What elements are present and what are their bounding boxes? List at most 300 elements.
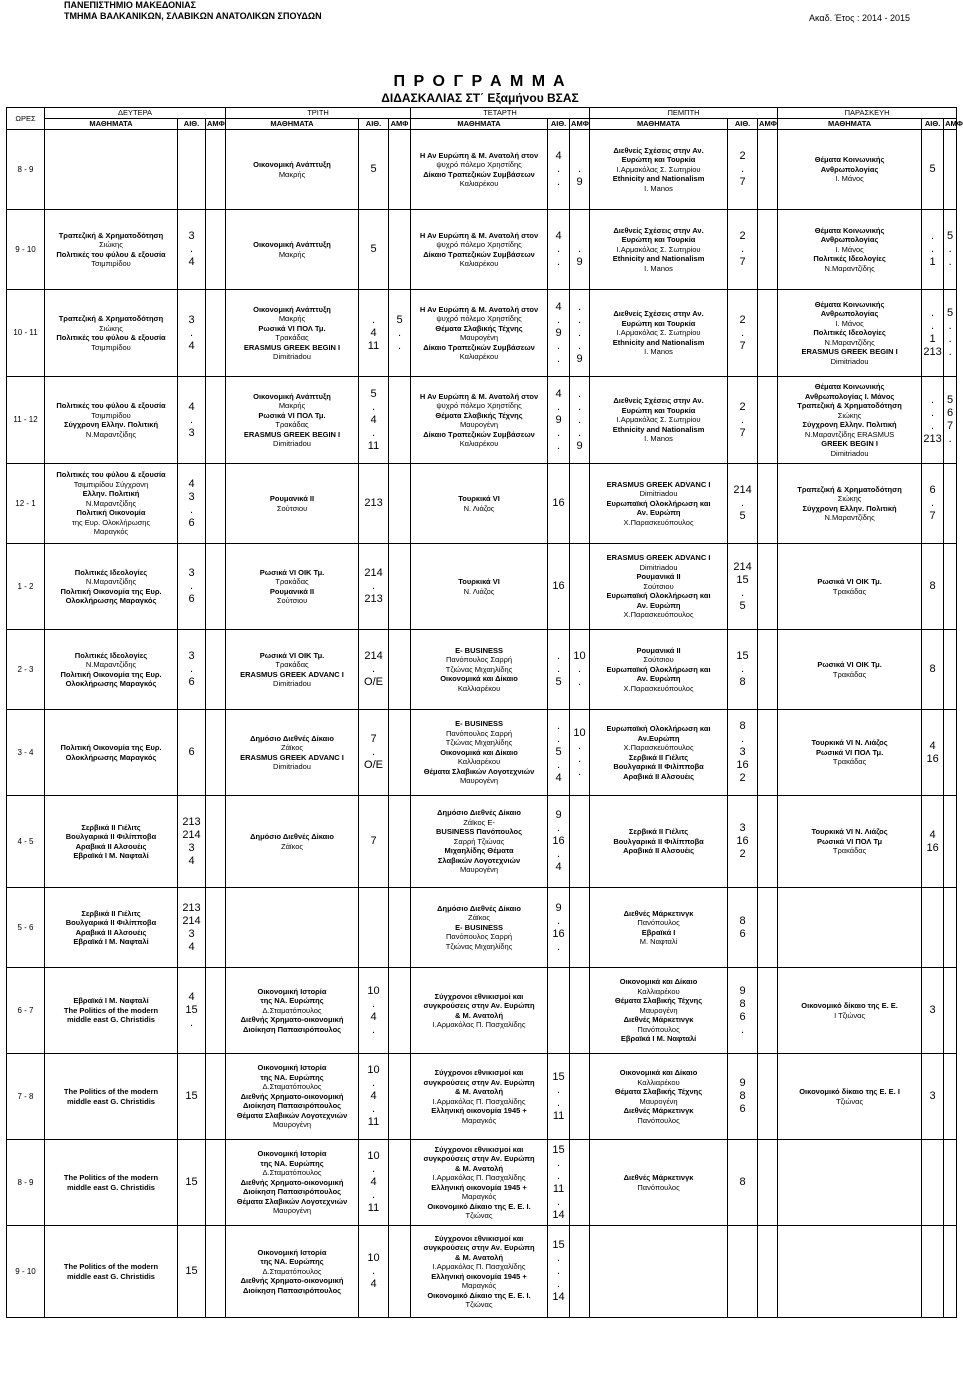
course-cell bbox=[226, 888, 359, 968]
r2-d4-amph-line-2: . bbox=[948, 333, 952, 345]
r6-d2-room-line-2: 5 bbox=[555, 676, 562, 688]
time-slot: 9 - 10 bbox=[7, 1226, 45, 1318]
r1-d0-room-line-2: 4 bbox=[188, 256, 195, 268]
amph-cell bbox=[570, 1226, 590, 1318]
r4-d0-amph-line-0 bbox=[207, 497, 224, 510]
time-slot: 8 - 9 bbox=[7, 1140, 45, 1226]
r8-d1-course-line-1: Ζάϊκος bbox=[281, 841, 304, 851]
course-cell bbox=[45, 630, 178, 710]
r7-d4-course-line-0: Τουρκικά VI Ν. Λιάζος bbox=[811, 738, 888, 748]
r11-d3-room-line-1: 8 bbox=[739, 1090, 746, 1102]
course-cell bbox=[411, 888, 548, 968]
r5-d1-room-line-2: 213 bbox=[364, 593, 383, 605]
r2-d1-room-line-0: . bbox=[371, 313, 376, 326]
r13-d3-room-line-0 bbox=[729, 1265, 756, 1278]
r5-d0-course-line-2: Πολιτική Οικονομία της Ευρ. bbox=[60, 586, 162, 596]
course-cell bbox=[590, 544, 728, 630]
amph-cell bbox=[944, 1054, 957, 1140]
r4-d0-room-line-0: 4 bbox=[188, 477, 195, 490]
r6-d0-room-line-2: 6 bbox=[188, 676, 195, 688]
schedule-row bbox=[7, 544, 957, 630]
amph-cell bbox=[206, 630, 226, 710]
room-cell bbox=[359, 1054, 389, 1140]
r12-d1-course-line-3: Διεθνής Χρηματο-οικονομική bbox=[240, 1177, 344, 1187]
room-cell bbox=[922, 796, 944, 888]
r7-d3-course-line-1: Αν.Ευρώπη bbox=[637, 733, 680, 743]
course-cell bbox=[45, 377, 178, 464]
r3-d4-course-line-3: Σιώκης bbox=[837, 410, 862, 420]
r5-d1-room-line-0: 214 bbox=[364, 567, 383, 579]
r4-d0-room-line-2: . bbox=[189, 503, 194, 516]
r3-d4-course-line-0: Θέματα Κοινωνικής bbox=[814, 382, 885, 391]
r4-d4-course-line-1: Σιώκης bbox=[837, 494, 862, 503]
room-cell bbox=[548, 710, 570, 796]
r6-d3-room-line-2: 8 bbox=[739, 676, 746, 688]
amph-cell bbox=[758, 464, 778, 544]
r13-d2-course-line-0: Σύγχρονοι εθνικισμοί και bbox=[434, 1233, 524, 1243]
r3-d4-amph-line-0: 5 bbox=[947, 394, 954, 406]
amph-cell bbox=[944, 630, 957, 710]
r1-d4-amph-line-1: . bbox=[948, 243, 952, 255]
r7-d1-course-line-0: Δημόσιο Διεθνές Δίκαιο bbox=[250, 733, 334, 743]
r2-d2-room-line-3: . bbox=[557, 339, 561, 352]
course-cell bbox=[778, 464, 922, 544]
r4-d3-course-line-4: Χ.Παρασκευόπουλος bbox=[623, 517, 694, 527]
r3-d2-course-line-3: Μαυρογένη bbox=[459, 420, 499, 429]
amph-cell bbox=[758, 377, 778, 464]
r3-d2-amph-line-3: . bbox=[578, 426, 582, 439]
r6-d4-room-line-0: 8 bbox=[929, 663, 936, 675]
r10-d1-room-line-3: . bbox=[371, 1023, 376, 1036]
r5-d2-course-line-1: Ν. Λιάζος bbox=[463, 586, 495, 596]
r3-d1-room-line-4: 11 bbox=[367, 439, 380, 452]
schedule-row bbox=[7, 888, 957, 968]
course-cell bbox=[45, 1226, 178, 1318]
r6-d4-course-line-0: Ρωσικά VI ΟΙΚ Τμ. bbox=[817, 660, 882, 669]
r1-d2-course-line-2: Δίκαιο Τραπεζικών Συμβάσεων bbox=[423, 249, 535, 259]
subheader-3-2: ΑΜΦ bbox=[759, 119, 777, 129]
amph-cell bbox=[206, 210, 226, 290]
r11-d0-room-line-0: 15 bbox=[185, 1090, 198, 1102]
r8-d2-course-line-2: BUSINESS Πανόπουλος bbox=[436, 827, 523, 837]
course-cell bbox=[778, 130, 922, 210]
course-cell bbox=[45, 796, 178, 888]
r2-d4-room-line-1: . bbox=[931, 320, 935, 332]
course-cell bbox=[778, 630, 922, 710]
r4-d2-amph-line-0 bbox=[571, 497, 588, 510]
r13-d1-course-line-0: Οικονομική Ιστορία bbox=[257, 1247, 327, 1257]
amph-cell bbox=[570, 968, 590, 1054]
r2-d3-course-line-3: Ethnicity and Nationalism bbox=[612, 337, 705, 347]
course-cell bbox=[778, 290, 922, 377]
institution-header bbox=[64, 0, 322, 22]
r5-d1-amph-line-0 bbox=[390, 580, 409, 593]
r13-d2-course-line-7: Τζιώνας bbox=[465, 1300, 493, 1309]
r5-d1-room-line-1: . bbox=[371, 580, 376, 592]
r2-d1-amph-line-1: . bbox=[397, 326, 402, 339]
amph-cell bbox=[758, 1140, 778, 1226]
course-cell bbox=[778, 796, 922, 888]
r11-d2-course-line-5: Μαραγκός bbox=[461, 1115, 497, 1125]
r12-d2-amph-line-0 bbox=[571, 1176, 588, 1189]
amph-cell bbox=[758, 630, 778, 710]
r10-d4-amph-line-0 bbox=[945, 1004, 955, 1017]
r1-d3-amph-line-0 bbox=[759, 243, 776, 256]
r0-d4-course-line-1: Ανθρωπολογίας bbox=[820, 164, 879, 174]
course-cell bbox=[226, 290, 359, 377]
r9-d3-room-line-1: 6 bbox=[739, 927, 746, 940]
r2-d1-amph-line-2: . bbox=[397, 339, 402, 352]
r7-d2-amph-line-1: . bbox=[578, 739, 582, 752]
room-cell bbox=[728, 1226, 758, 1318]
r10-d1-course-line-0: Οικονομική Ιστορία bbox=[257, 986, 327, 996]
r9-d2-amph-line-0 bbox=[571, 921, 588, 934]
r3-d4-course-line-7: Dimitriadou bbox=[830, 448, 869, 458]
r3-d4-course-line-6: GREEK BEGIN I bbox=[821, 439, 878, 448]
r8-d1-course-line-0: Δημόσιο Διεθνές Δίκαιο bbox=[250, 832, 334, 841]
day-header-0: ΔΕΥΤΕΡΑ bbox=[45, 108, 226, 119]
course-cell bbox=[226, 544, 359, 630]
r8-d2-course-line-0: Δημόσιο Διεθνές Δίκαιο bbox=[437, 808, 521, 818]
course-cell bbox=[778, 968, 922, 1054]
room-cell bbox=[359, 544, 389, 630]
r12-d1-room-line-1: . bbox=[371, 1163, 376, 1175]
r6-d1-amph-line-0 bbox=[390, 663, 409, 676]
r2-d4-course-line-0: Θέματα Κοινωνικής bbox=[814, 299, 885, 309]
r8-d0-room-line-1: 214 bbox=[182, 828, 201, 841]
r3-d1-course-line-4: ERASMUS GREEK BEGIN I bbox=[243, 429, 341, 439]
amph-cell bbox=[570, 464, 590, 544]
course-cell bbox=[226, 130, 359, 210]
r4-d4-course-line-3: Ν.Μαραντζίδης bbox=[824, 513, 875, 522]
r12-d1-course-line-1: της ΝΑ. Ευρώπης bbox=[260, 1158, 324, 1168]
r10-d3-course-line-6: Εβραϊκά Ι Μ. Ναφταλί bbox=[620, 1034, 697, 1044]
r6-d2-room-line-1: . bbox=[557, 663, 561, 675]
r10-d1-amph-line-0 bbox=[390, 1004, 409, 1017]
r2-d2-amph-line-4: 9 bbox=[576, 352, 583, 365]
r3-d1-room-line-0: 5 bbox=[370, 387, 377, 400]
r3-d0-room-line-1: . bbox=[189, 413, 194, 426]
r7-d2-course-line-4: Καλλιαρέκου bbox=[457, 757, 501, 767]
subheader-4-2: ΑΜΦ bbox=[945, 119, 963, 129]
r11-d2-room-line-2: . bbox=[557, 1096, 561, 1109]
room-cell bbox=[548, 544, 570, 630]
amph-cell bbox=[570, 796, 590, 888]
r6-d0-course-line-3: Ολοκλήρωσης Μαραγκός bbox=[65, 679, 157, 688]
r1-d1-course-line-1: Μακρής bbox=[278, 249, 306, 259]
r4-d0-course-line-4: Πολιτική Οικονομία bbox=[76, 508, 146, 518]
r12-d0-course-line-1: middle east G. Christidis bbox=[67, 1182, 155, 1192]
r13-d1-course-line-3: Διεθνής Χρηματο-οικονομική bbox=[240, 1276, 344, 1286]
r8-d3-course-line-0: Σερβικά ΙΙ Γιέλιτς bbox=[628, 827, 689, 837]
r7-d1-course-line-3: Dimitriadou bbox=[273, 762, 311, 771]
r7-d3-course-line-3: Σερβικά ΙΙ Γιέλιτς bbox=[628, 752, 689, 762]
r9-d0-room-line-3: 4 bbox=[188, 940, 195, 953]
r5-d0-amph-line-0 bbox=[207, 580, 224, 593]
r13-d2-course-line-3: Ι.Αρμακόλας Π. Πασχαλίδης bbox=[432, 1262, 526, 1271]
r7-d1-amph-line-0 bbox=[390, 746, 409, 759]
r11-d2-course-line-3: Ι.Αρμακόλας Π. Πασχαλίδης bbox=[432, 1096, 526, 1106]
room-cell bbox=[548, 1140, 570, 1226]
amph-cell bbox=[758, 544, 778, 630]
r1-d3-course-line-2: Ι.Αρμακόλας Σ. Σωτηρίου bbox=[616, 244, 701, 254]
r10-d2-amph-line-0 bbox=[571, 1004, 588, 1017]
r3-d4-course-line-1: Ανθρωπολογίας Ι. Μάνος bbox=[804, 391, 895, 401]
r2-d2-course-line-5: Καλιαρέκου bbox=[459, 352, 499, 361]
schedule-row bbox=[7, 968, 957, 1054]
r1-d4-room-line-1: . bbox=[931, 243, 935, 255]
time-slot: 5 - 6 bbox=[7, 888, 45, 968]
amph-cell bbox=[389, 464, 411, 544]
room-cell bbox=[359, 630, 389, 710]
time-slot: 6 - 7 bbox=[7, 968, 45, 1054]
r10-d0-room-line-1: 15 bbox=[185, 1004, 198, 1016]
r9-d2-room-line-1: . bbox=[557, 914, 561, 927]
r11-d2-room-line-1: . bbox=[557, 1083, 561, 1096]
r1-d1-amph-line-0 bbox=[390, 243, 409, 256]
r12-d1-room-line-3: . bbox=[371, 1189, 376, 1201]
room-cell bbox=[359, 796, 389, 888]
r1-d4-room-line-0: . bbox=[931, 230, 935, 242]
r9-d2-course-line-0: Δημόσιο Διεθνές Δίκαιο bbox=[437, 903, 521, 913]
room-cell bbox=[178, 544, 206, 630]
r0-d2-amph-line-0 bbox=[571, 150, 588, 163]
r6-d3-amph-line-0 bbox=[759, 663, 776, 676]
r12-d2-course-line-4: Ελληνική οικονομία 1945 + bbox=[431, 1182, 527, 1192]
r6-d2-course-line-4: Καλλιαρέκου bbox=[457, 683, 501, 693]
r8-d4-room-line-1: 16 bbox=[926, 841, 939, 854]
r8-d1-room-line-0: 7 bbox=[370, 835, 377, 847]
room-cell bbox=[728, 888, 758, 968]
r11-d1-course-line-5: Θέματα Σλαβικών Λογοτεχνιών bbox=[236, 1110, 348, 1120]
r2-d2-amph-line-0: . bbox=[578, 300, 582, 313]
r13-d3-course-line-0 bbox=[591, 1267, 726, 1277]
r2-d2-course-line-4: Δίκαιο Τραπεζικών Συμβάσεων bbox=[423, 342, 535, 352]
amph-cell bbox=[206, 1226, 226, 1318]
time-slot: 3 - 4 bbox=[7, 710, 45, 796]
r2-d0-amph-line-0 bbox=[207, 327, 224, 340]
r7-d3-room-line-2: 3 bbox=[739, 746, 746, 758]
r2-d4-amph-line-0: 5 bbox=[947, 307, 954, 319]
r2-d1-course-line-4: ERASMUS GREEK BEGIN I bbox=[243, 342, 341, 352]
amph-cell bbox=[570, 710, 590, 796]
r12-d1-room-line-0: 10 bbox=[367, 1150, 380, 1162]
r6-d1-room-line-0: 214 bbox=[364, 650, 383, 662]
r1-d2-amph-line-1: . bbox=[578, 243, 582, 255]
room-cell bbox=[922, 290, 944, 377]
r11-d1-course-line-1: της ΝΑ. Ευρώπης bbox=[260, 1072, 324, 1082]
course-cell bbox=[411, 377, 548, 464]
r11-d2-room-line-0: 15 bbox=[552, 1070, 565, 1083]
room-cell bbox=[548, 464, 570, 544]
r5-d4-course-line-0: Ρωσικά VI ΟΙΚ Τμ. bbox=[817, 577, 882, 586]
r11-d2-amph-line-0 bbox=[571, 1090, 588, 1103]
r7-d2-course-line-1: Πανόπουλος Σαρρή bbox=[445, 728, 513, 738]
amph-cell bbox=[944, 968, 957, 1054]
amph-cell bbox=[758, 130, 778, 210]
r3-d0-course-line-2: Σύγχρονη Ελλην. Πολιτική bbox=[63, 420, 159, 429]
r1-d3-course-line-0: Διεθνείς Σχέσεις στην Αν. bbox=[613, 225, 704, 235]
amph-cell bbox=[206, 544, 226, 630]
r7-d2-amph-line-3: . bbox=[578, 765, 582, 778]
r8-d3-course-line-1: Βουλγαρικά ΙΙ Φιλίπποβα bbox=[613, 836, 704, 846]
r0-d3-course-line-0: Διεθνείς Σχέσεις στην Αν. bbox=[613, 145, 704, 155]
amph-cell bbox=[758, 1226, 778, 1318]
r10-d1-course-line-3: Διεθνής Χρηματο-οικονομική bbox=[240, 1015, 344, 1025]
room-cell bbox=[548, 377, 570, 464]
course-cell bbox=[778, 1054, 922, 1140]
r6-d4-amph-line-0 bbox=[945, 663, 955, 676]
schedule-row bbox=[7, 1226, 957, 1318]
amph-cell bbox=[570, 130, 590, 210]
r7-d2-room-line-2: 5 bbox=[555, 746, 562, 758]
r2-d1-room-line-1: 4 bbox=[370, 326, 377, 339]
r6-d3-room-line-0: 15 bbox=[736, 650, 749, 662]
room-cell bbox=[922, 1140, 944, 1226]
r7-d1-room-line-0: 7 bbox=[370, 733, 377, 745]
r12-d2-course-line-7: Τζιώνας bbox=[465, 1211, 493, 1220]
r4-d1-amph-line-0 bbox=[390, 497, 409, 510]
amph-cell bbox=[758, 1054, 778, 1140]
academic-year: Ακαδ. Έτος : 2014 - 2015 bbox=[809, 13, 910, 23]
r8-d4-course-line-0: Τουρκικά VI Ν. Λιάζος bbox=[811, 827, 888, 837]
room-cell bbox=[922, 630, 944, 710]
amph-cell bbox=[389, 210, 411, 290]
r4-d0-room-line-1: 3 bbox=[188, 490, 195, 503]
r12-d2-room-line-2: . bbox=[557, 1169, 561, 1182]
course-cell bbox=[411, 796, 548, 888]
r4-d3-course-line-1: Dimitriadou bbox=[639, 489, 678, 499]
r12-d2-room-line-0: 15 bbox=[552, 1143, 565, 1156]
r3-d4-course-line-4: Σύγχρονη Ελλην. Πολιτική bbox=[802, 420, 897, 429]
time-slot: 9 - 10 bbox=[7, 210, 45, 290]
r2-d1-amph-line-0: 5 bbox=[396, 313, 403, 326]
r7-d2-course-line-5: Θέματα Σλαβικών Λογοτεχνιών bbox=[423, 766, 535, 776]
r2-d2-course-line-0: Η Αν Ευρώπη & Μ. Ανατολή στον bbox=[419, 304, 539, 314]
r2-d2-course-line-2: Θέματα Σλαβικής Τέχνης bbox=[435, 323, 523, 333]
r3-d1-course-line-0: Οικονομική Ανάπτυξη bbox=[253, 391, 331, 401]
r11-d2-course-line-1: συγκρούσεις στην Αν. Ευρώπη bbox=[423, 1077, 535, 1087]
amph-cell bbox=[570, 377, 590, 464]
department-name: ΤΜΗΜΑ ΒΑΛΚΑΝΙΚΩΝ, ΣΛΑΒΙΚΩΝ ΑΝΑΤΟΛΙΚΩΝ ΣΠΟΥΔΩΝ bbox=[64, 11, 322, 21]
room-cell bbox=[548, 210, 570, 290]
amph-cell bbox=[758, 710, 778, 796]
room-cell bbox=[359, 1226, 389, 1318]
r7-d4-room-line-1: 16 bbox=[926, 752, 939, 765]
r8-d0-room-line-0: 213 bbox=[182, 815, 201, 828]
r1-d3-room-line-0: 2 bbox=[739, 230, 746, 242]
r13-d2-room-line-2: . bbox=[557, 1265, 561, 1277]
hours-header: ΩΡΕΣ bbox=[7, 108, 45, 130]
r3-d4-room-line-0: . bbox=[931, 394, 935, 406]
course-cell bbox=[590, 968, 728, 1054]
r10-d2-course-line-2: & Μ. Ανατολή bbox=[455, 1010, 504, 1020]
course-cell bbox=[411, 1226, 548, 1318]
r7-d3-room-line-1: . bbox=[741, 733, 745, 745]
course-cell bbox=[45, 888, 178, 968]
r4-d2-course-line-1: Ν. Λιάζος bbox=[463, 503, 495, 513]
amph-cell bbox=[758, 290, 778, 377]
r4-d4-room-line-0: 6 bbox=[929, 484, 936, 496]
r10-d3-room-line-0: 9 bbox=[739, 984, 746, 997]
r3-d4-amph-line-2: 7 bbox=[947, 420, 954, 432]
r9-d4-amph-line-0 bbox=[945, 921, 955, 934]
amph-cell bbox=[389, 796, 411, 888]
r4-d2-course-line-0: Τουρκικά VI bbox=[458, 494, 500, 503]
r1-d2-amph-line-0 bbox=[571, 230, 588, 243]
subheader-0-0: ΜΑΘΗΜΑΤΑ bbox=[45, 119, 178, 130]
room-cell bbox=[922, 377, 944, 464]
r11-d3-course-line-1: Καλλιαρέκου bbox=[637, 1077, 680, 1087]
r9-d0-room-line-2: 3 bbox=[188, 927, 195, 940]
r9-d1-amph-line-0 bbox=[390, 921, 409, 934]
r9-d0-course-line-1: Βουλγαρικά ΙΙ Φιλίπποβα bbox=[65, 918, 157, 927]
r11-d3-amph-line-0 bbox=[759, 1090, 776, 1103]
r2-d0-room-line-2: 4 bbox=[188, 339, 195, 352]
r9-d4-course-line-0 bbox=[779, 923, 920, 933]
amph-cell bbox=[570, 1140, 590, 1226]
r12-d3-course-line-1: Πανόπουλος bbox=[637, 1182, 680, 1192]
course-cell bbox=[45, 968, 178, 1054]
r4-d0-course-line-6: Μαραγκός bbox=[93, 527, 129, 537]
r10-d3-room-line-3: . bbox=[741, 1023, 745, 1036]
r12-d4-amph-line-0 bbox=[945, 1176, 955, 1189]
r9-d3-course-line-2: Εβραϊκά Ι bbox=[641, 927, 676, 937]
room-cell bbox=[548, 968, 570, 1054]
course-cell bbox=[411, 464, 548, 544]
r13-d2-amph-line-0 bbox=[571, 1265, 588, 1278]
course-cell bbox=[411, 1140, 548, 1226]
r8-d3-room-line-2: 2 bbox=[739, 848, 746, 860]
r5-d3-course-line-5: Αν. Ευρώπη bbox=[636, 600, 681, 610]
r7-d1-course-line-2: ERASMUS GREEK ADVANC I bbox=[240, 752, 344, 762]
r13-d4-course-line-0 bbox=[779, 1267, 920, 1277]
r2-d2-course-line-1: ψυχρό πόλεμο Χρηστίδης bbox=[436, 314, 522, 323]
r8-d0-room-line-2: 3 bbox=[188, 841, 195, 854]
r4-d1-room-line-0: 213 bbox=[364, 497, 383, 509]
r9-d4-room-line-0 bbox=[923, 921, 942, 934]
r13-d1-room-line-2: 4 bbox=[370, 1278, 377, 1290]
course-cell bbox=[45, 710, 178, 796]
r3-d1-room-line-2: 4 bbox=[370, 413, 377, 426]
r1-d2-course-line-1: ψυχρό πόλεμο Χρηστίδης bbox=[436, 240, 522, 249]
subheader-4-1: ΑΙΘ. bbox=[922, 119, 944, 130]
r2-d4-amph-line-3: . bbox=[948, 346, 952, 358]
room-cell bbox=[728, 1140, 758, 1226]
r0-d4-course-line-2: Ι. Μάνος bbox=[835, 174, 864, 184]
r3-d2-course-line-5: Καλιαρέκου bbox=[459, 439, 499, 448]
r13-d1-course-line-4: Διοίκηση Παπασιρόπουλος bbox=[242, 1285, 342, 1295]
r5-d4-course-line-1: Τρακάδας bbox=[832, 586, 867, 596]
course-cell bbox=[590, 630, 728, 710]
course-cell bbox=[590, 130, 728, 210]
r12-d2-course-line-5: Μαραγκός bbox=[461, 1192, 497, 1201]
amph-cell bbox=[206, 377, 226, 464]
r13-d1-course-line-2: Δ.Σταματόπουλος bbox=[262, 1266, 322, 1276]
r7-d0-course-line-0: Πολιτική Οικονομία της Ευρ. bbox=[60, 743, 162, 752]
r11-d2-course-line-4: Ελληνική οικονομία 1945 + bbox=[431, 1106, 527, 1115]
amph-cell bbox=[389, 544, 411, 630]
r3-d1-course-line-5: Dimitriadou bbox=[273, 439, 311, 448]
r1-d4-course-line-0: Θέματα Κοινωνικής bbox=[814, 225, 885, 235]
r8-d2-room-line-1: . bbox=[557, 822, 561, 834]
r6-d3-room-line-1: . bbox=[741, 663, 745, 675]
r3-d4-course-line-2: Τραπεζική & Χρηματοδότηση bbox=[797, 401, 902, 410]
r4-d4-amph-line-0 bbox=[945, 497, 955, 510]
day-header-1: ΤΡΙΤΗ bbox=[226, 108, 411, 119]
page-subtitle: ΔΙΔΑΣΚΑΛΙΑΣ ΣΤ΄ Εξαμήνου ΒΣΑΣ bbox=[381, 91, 579, 105]
r5-d1-course-line-0: Ρωσικά VI ΟΙΚ Τμ. bbox=[259, 567, 325, 577]
